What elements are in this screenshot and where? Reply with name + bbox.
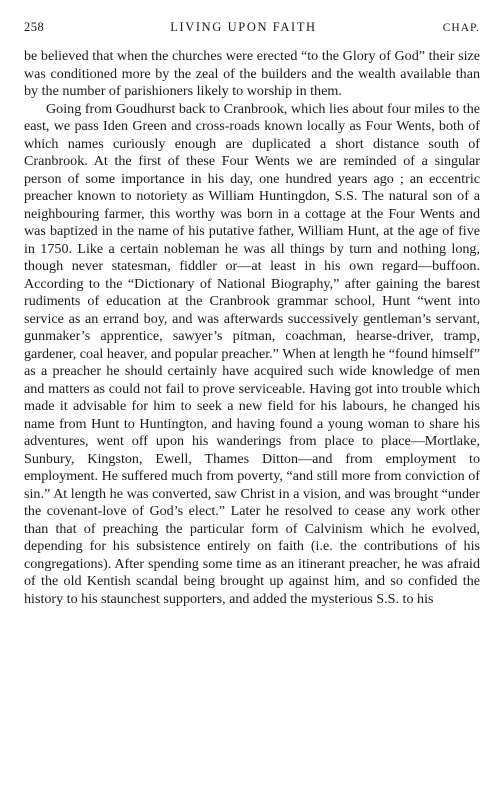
page-number: 258: [24, 20, 45, 34]
paragraph-huntington: Going from Goudhurst back to Cranbrook, which lies about four miles to the east, we pass Iden Green and cross-roads known locally as Four Wents, both of which names curiously enough are duplicated a short distance south of Cranbrook. At the first of these Four Wents we are reminded of a singular person of some importance in his day, one hundred years ago ; an eccentric preacher known to notoriety as William Huntingdon, S.S. The natural son of a neighbouring farmer, this worthy was born in a cottage at the Four Wents and was baptized in the name of his putative father, William Hunt, at the age of five in 1750. Like a certain nobleman he was all things by turn and nothing long, though never statesman, fiddler or—at least in his own regard—buffoon. According to the “Dictionary of National Biography,” after gaining the barest rudiments of education at the Cranbrook grammar school, Hunt “went into service as an errand boy, and was afterwards successively gentleman’s servant, gunmaker’s apprentice, sawyer’s pitman, coachman, hearse-driver, tramp, gardener, coal heaver, and popular preacher.” When at length he “found himself” as a preacher he should certainly have acquired such wide knowledge of men and matters as could not fail to prove serviceable. Having got into trouble which made it advisable for him to seek a new field for his labours, he changed his name from Hunt to Huntington, and having found a young woman to share his adventures, went off upon his wanderings from place to place—Mortlake, Sunbury, Kingston, Ewell, Thames Ditton—and from employment to employment. He suffered much from poverty, “and still more from conviction of sin.” At length he was converted, saw Christ in a vision, and was brought “under the covenant-love of God’s elect.” Later he resolved to cease any work other than that of preaching the particular form of Calvinism which he evolved, depending for his subsistence entirely on faith (i.e. the contributions of his congregations). After spending some time as an itinerant preacher, he was afraid of the old Kentish scandal being brought up against him, and so confided the history to his staunchest supporters, and added the mysterious S.S. to his: [24, 100, 480, 607]
running-head: [24, 20, 480, 38]
paragraph-continuation: be believed that when the churches were erected “to the Glory of God” their size was conditioned more by the zeal of the builders and the wealth available than by the number of parishioners likely to worship in them.: [24, 48, 480, 99]
chapter-marker: CHAP.: [442, 22, 480, 34]
body-text: [24, 48, 480, 608]
running-title: LIVING UPON FAITH: [170, 20, 317, 34]
